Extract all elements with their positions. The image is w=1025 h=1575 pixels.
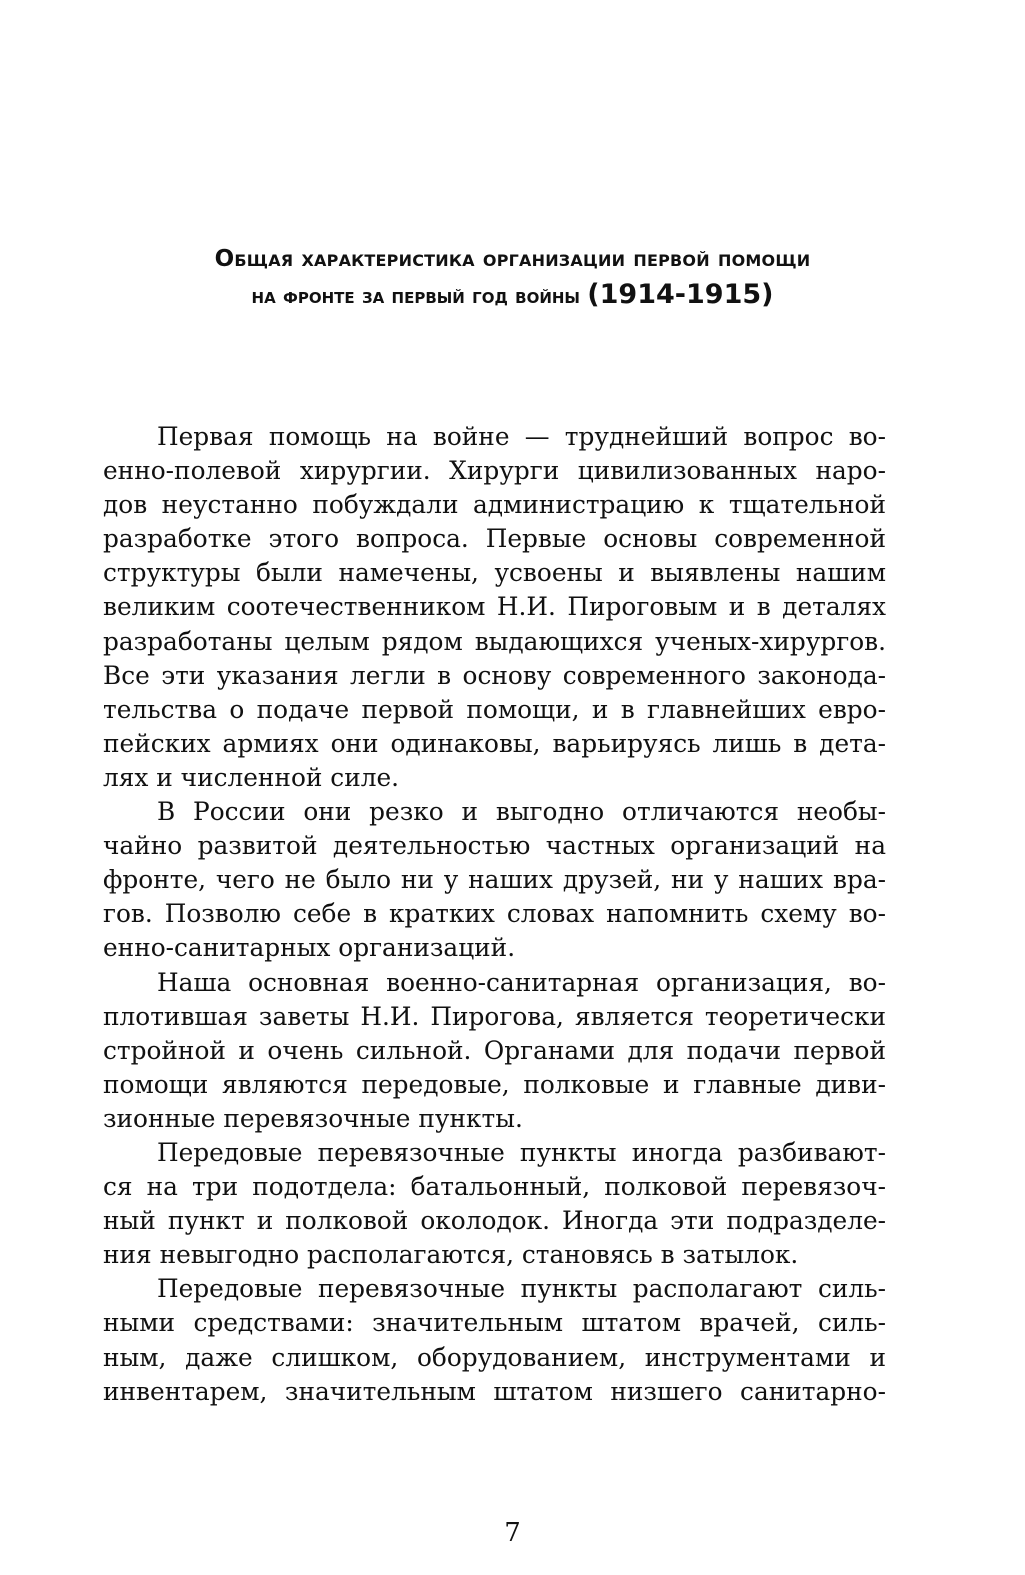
text-line: Передовые перевязочные пункты иногда разбивают- [157, 1137, 886, 1167]
text-line: Все эти указания легли в основу современного законода- [103, 660, 886, 690]
text-line: Первая помощь на войне — труднейший вопрос во- [157, 422, 886, 451]
text-line: фронте, чего не было ни у наших друзей, ни у наших вра- [103, 865, 886, 895]
text-line: ния невыгодно располагаются, становясь в затылок. [103, 1240, 799, 1270]
text-line: ный пункт и полковой околодок. Иногда эти подразделе- [103, 1206, 886, 1236]
chapter-heading [100, 241, 925, 313]
body-text [103, 420, 886, 1409]
heading-years: (1914-1915) [587, 279, 774, 310]
text-line: енно-санитарных организаций. [103, 933, 516, 963]
text-line: дов неустанно побуждали администрацию к тщательной [103, 490, 886, 520]
text-line: помощи являются передовые, полковые и главные диви- [103, 1069, 886, 1099]
text-line: Наша основная военно-санитарная организация, во- [157, 967, 886, 997]
text-line: ным, даже слишком, оборудованием, инструментами и [103, 1342, 886, 1372]
heading-line-2 [100, 277, 925, 313]
text-line: чайно развитой деятельностью частных организаций на [103, 831, 886, 861]
text-line: гов. Позволю себе в кратких словах напомнить схему во- [103, 899, 886, 929]
text-line: Передовые перевязочные пункты располагают силь- [157, 1274, 886, 1304]
text-line: плотившая заветы Н.И. Пирогова, является теоретически [103, 1001, 886, 1031]
paragraph [103, 1272, 886, 1408]
heading-line-1: Общая характеристика организации первой помощи [214, 246, 811, 272]
paragraph [103, 420, 886, 795]
text-line: пейских армиях они одинаковы, варьируясь лишь в дета- [103, 728, 886, 758]
text-line: разработке этого вопроса. Первые основы современной [103, 524, 886, 554]
paragraph [103, 966, 886, 1136]
text-line: ными средствами: значительным штатом врачей, силь- [103, 1308, 886, 1338]
text-line: ся на три подотдела: батальонный, полковой перевязоч- [103, 1172, 886, 1202]
text-line: структуры были намечены, усвоены и выявлены нашим [103, 558, 886, 588]
text-line: зионные перевязочные пункты. [103, 1103, 523, 1133]
text-line: В России они резко и выгодно отличаются необы- [157, 797, 886, 827]
paragraph [103, 795, 886, 965]
page-number: 7 [504, 1518, 521, 1548]
text-line: енно-полевой хирургии. Хирурги цивилизованных наро- [103, 456, 886, 486]
text-line: великим соотечественником Н.И. Пироговым и в деталях [103, 592, 886, 622]
text-line: разработаны целым рядом выдающихся ученых-хирургов. [103, 626, 886, 656]
heading-line-2-text: на фронте за первый год войны [251, 284, 588, 308]
text-line: стройной и очень сильной. Органами для подачи первой [103, 1035, 886, 1065]
text-line: тельства о подаче первой помощи, и в главнейших евро- [103, 694, 886, 724]
text-line: инвентарем, значительным штатом низшего санитарно- [103, 1376, 886, 1406]
paragraph [103, 1136, 886, 1272]
text-line: лях и численной силе. [103, 762, 400, 792]
